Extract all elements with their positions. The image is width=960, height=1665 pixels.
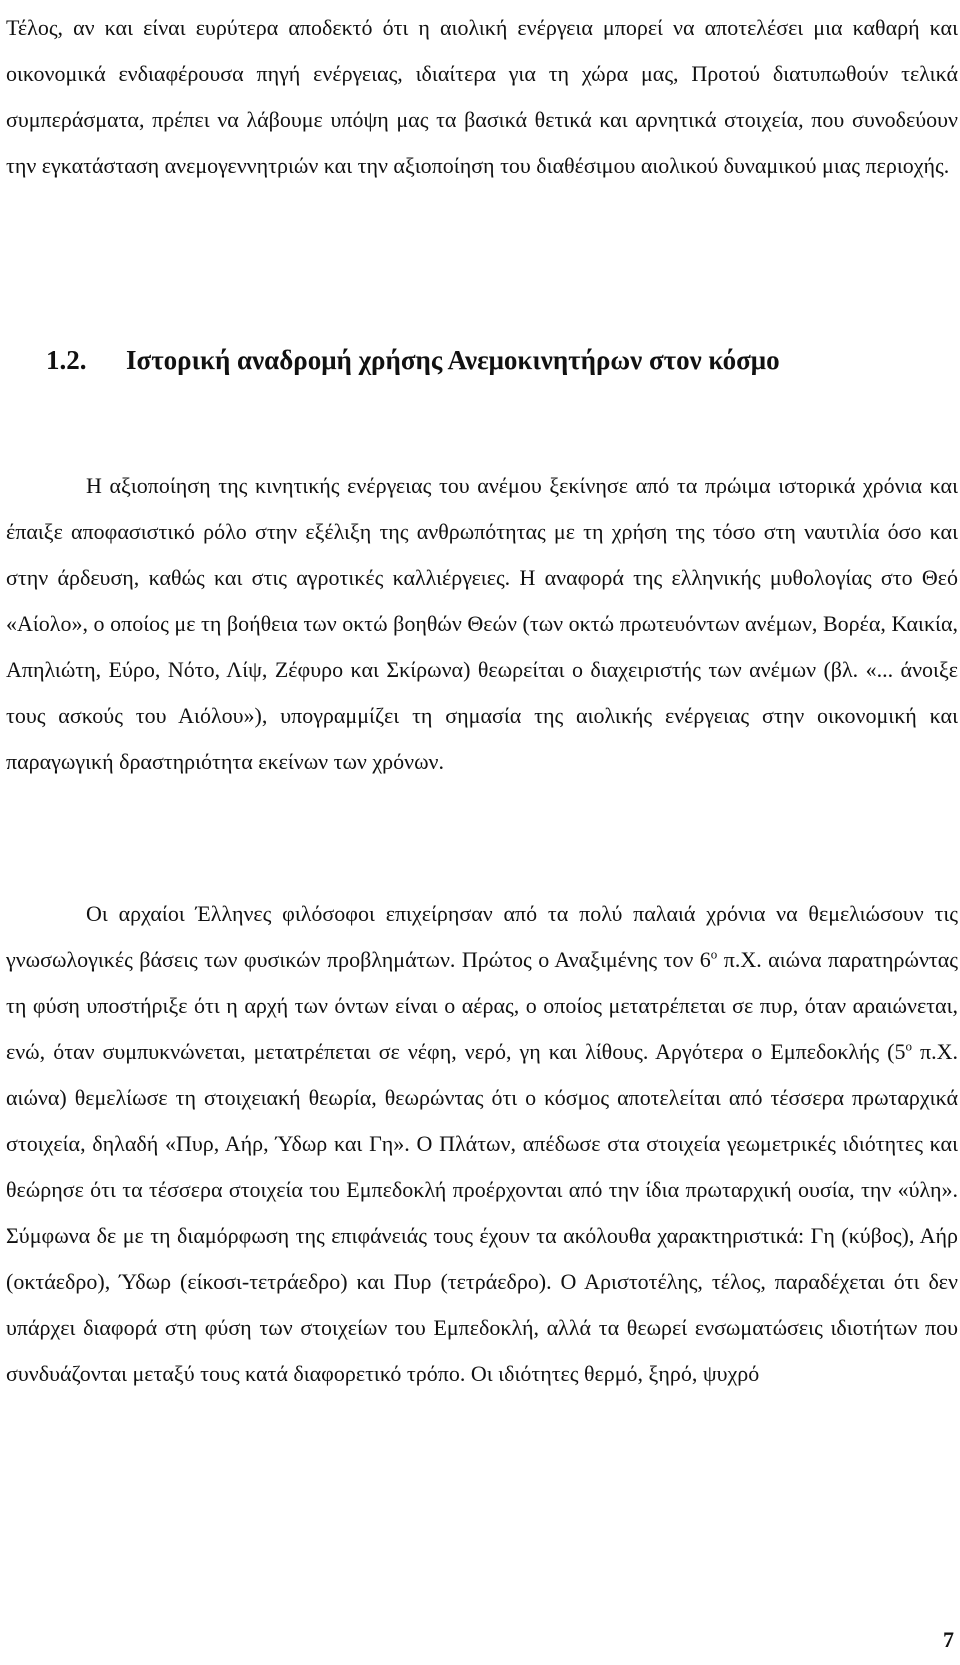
superscript: ο — [905, 1038, 912, 1054]
superscript: ο — [710, 946, 718, 962]
text-segment: π.Χ. αιώνα παρατηρώντας τη φύση υποστήριξε ότι η αρχή των όντων είναι ο αέρας, ο οποίος μετατρέπεται σε πυρ, όταν αραιώνεται, ενώ, όταν συμπυκνώνεται, μετατρέπεται σε νέφη, νερό, γη και λίθους. Αργότερα ο Εμπεδοκλής (5 — [6, 947, 958, 1064]
text-segment: π.Χ. αιώνα) θεμελίωσε τη στοιχειακή θεωρία, θεωρώντας ότι ο κόσμος αποτελείται από τέσσερα πρωταρχικά στοιχεία, δηλαδή «Πυρ, Αήρ, Ύδωρ και Γη». Ο Πλάτων, απέδωσε στα στοιχεία γεωμετρικές ιδιότητες και θεώρησε ότι τα τέσσερα στοιχεία του Εμπεδοκλή προέρχονται από την ίδια πρωταρχική ουσία, την «ύλη». Σύμφωνα δε με τη διαμόρφωση της επιφάνειάς τους έχουν τα ακόλουθα χαρακτηριστικά: Γη (κύβος), Αήρ (οκτάεδρο), Ύδωρ (είκοσι-τετράεδρο) και Πυρ (τετράεδρο). Ο Αριστοτέλης, τέλος, παραδέχεται ότι δεν υπάρχει διαφορά στη φύση των στοιχείων του Εμπεδοκλή, αλλά τα θεωρεί ενσωματώσεις ιδιοτήτων που συνδυάζονται μεταξύ τους κατά διαφορετικό τρόπο. Οι ιδιότητες θερμό, ξηρό, ψυχρό — [6, 1039, 958, 1386]
section-title: Ιστορική αναδρομή χρήσης Ανεμοκινητήρων στον κόσμο — [126, 345, 780, 375]
section-heading — [46, 340, 780, 380]
paragraph-conclusion: Τέλος, αν και είναι ευρύτερα αποδεκτό ότι η αιολική ενέργεια μπορεί να αποτελέσει μια καθαρή και οικονομικά ενδιαφέρουσα πηγή ενέργειας, ιδιαίτερα για τη χώρα μας, Προτού διατυπωθούν τελικά συμπεράσματα, πρέπει να λάβουμε υπόψη μας τα βασικά θετικά και αρνητικά στοιχεία, που συνοδεύουν την εγκατάσταση ανεμογεννητριών και την αξιοποίηση του διαθέσιμου αιολικού δυναμικού μιας περιοχής. — [6, 15, 958, 178]
paragraph-philosophers — [6, 891, 958, 1397]
document-page — [6, 0, 958, 1665]
page-number: 7 — [943, 1627, 954, 1652]
text-segment: Οι αρχαίοι Έλληνες φιλόσοφοι επιχείρησαν από τα πολύ παλαιά χρόνια να θεμελιώσουν τις γνωσωλογικές βάσεις των φυσικών προβλημάτων. Πρώτος ο Αναξιμένης τον 6 — [6, 901, 958, 972]
section-number: 1.2. — [46, 345, 87, 375]
paragraph-aeolus: Η αξιοποίηση της κινητικής ενέργειας του ανέμου ξεκίνησε από τα πρώιμα ιστορικά χρόνια και έπαιξε αποφασιστικό ρόλο στην εξέλιξη της ανθρωπότητας με τη χρήση της τόσο στη ναυτιλία όσο και στην άρδευση, καθώς και στις αγροτικές καλλιέργειες. Η αναφορά της ελληνικής μυθολογίας στο Θεό «Αίολο», ο οποίος με τη βοήθεια των οκτώ βοηθών Θεών (των οκτώ πρωτευόντων ανέμων, Βορέα, Καικία, Απηλιώτη, Εύρο, Νότο, Λίψ, Ζέφυρο και Σκίρωνα) θεωρείται ο διαχειριστής των ανέμων (βλ. «... άνοιξε τους ασκούς του Αιόλου»), υπογραμμίζει τη σημασία της αιολικής ενέργειας στην οικονομική και παραγωγική δραστηριότητα εκείνων των χρόνων. — [6, 473, 958, 774]
